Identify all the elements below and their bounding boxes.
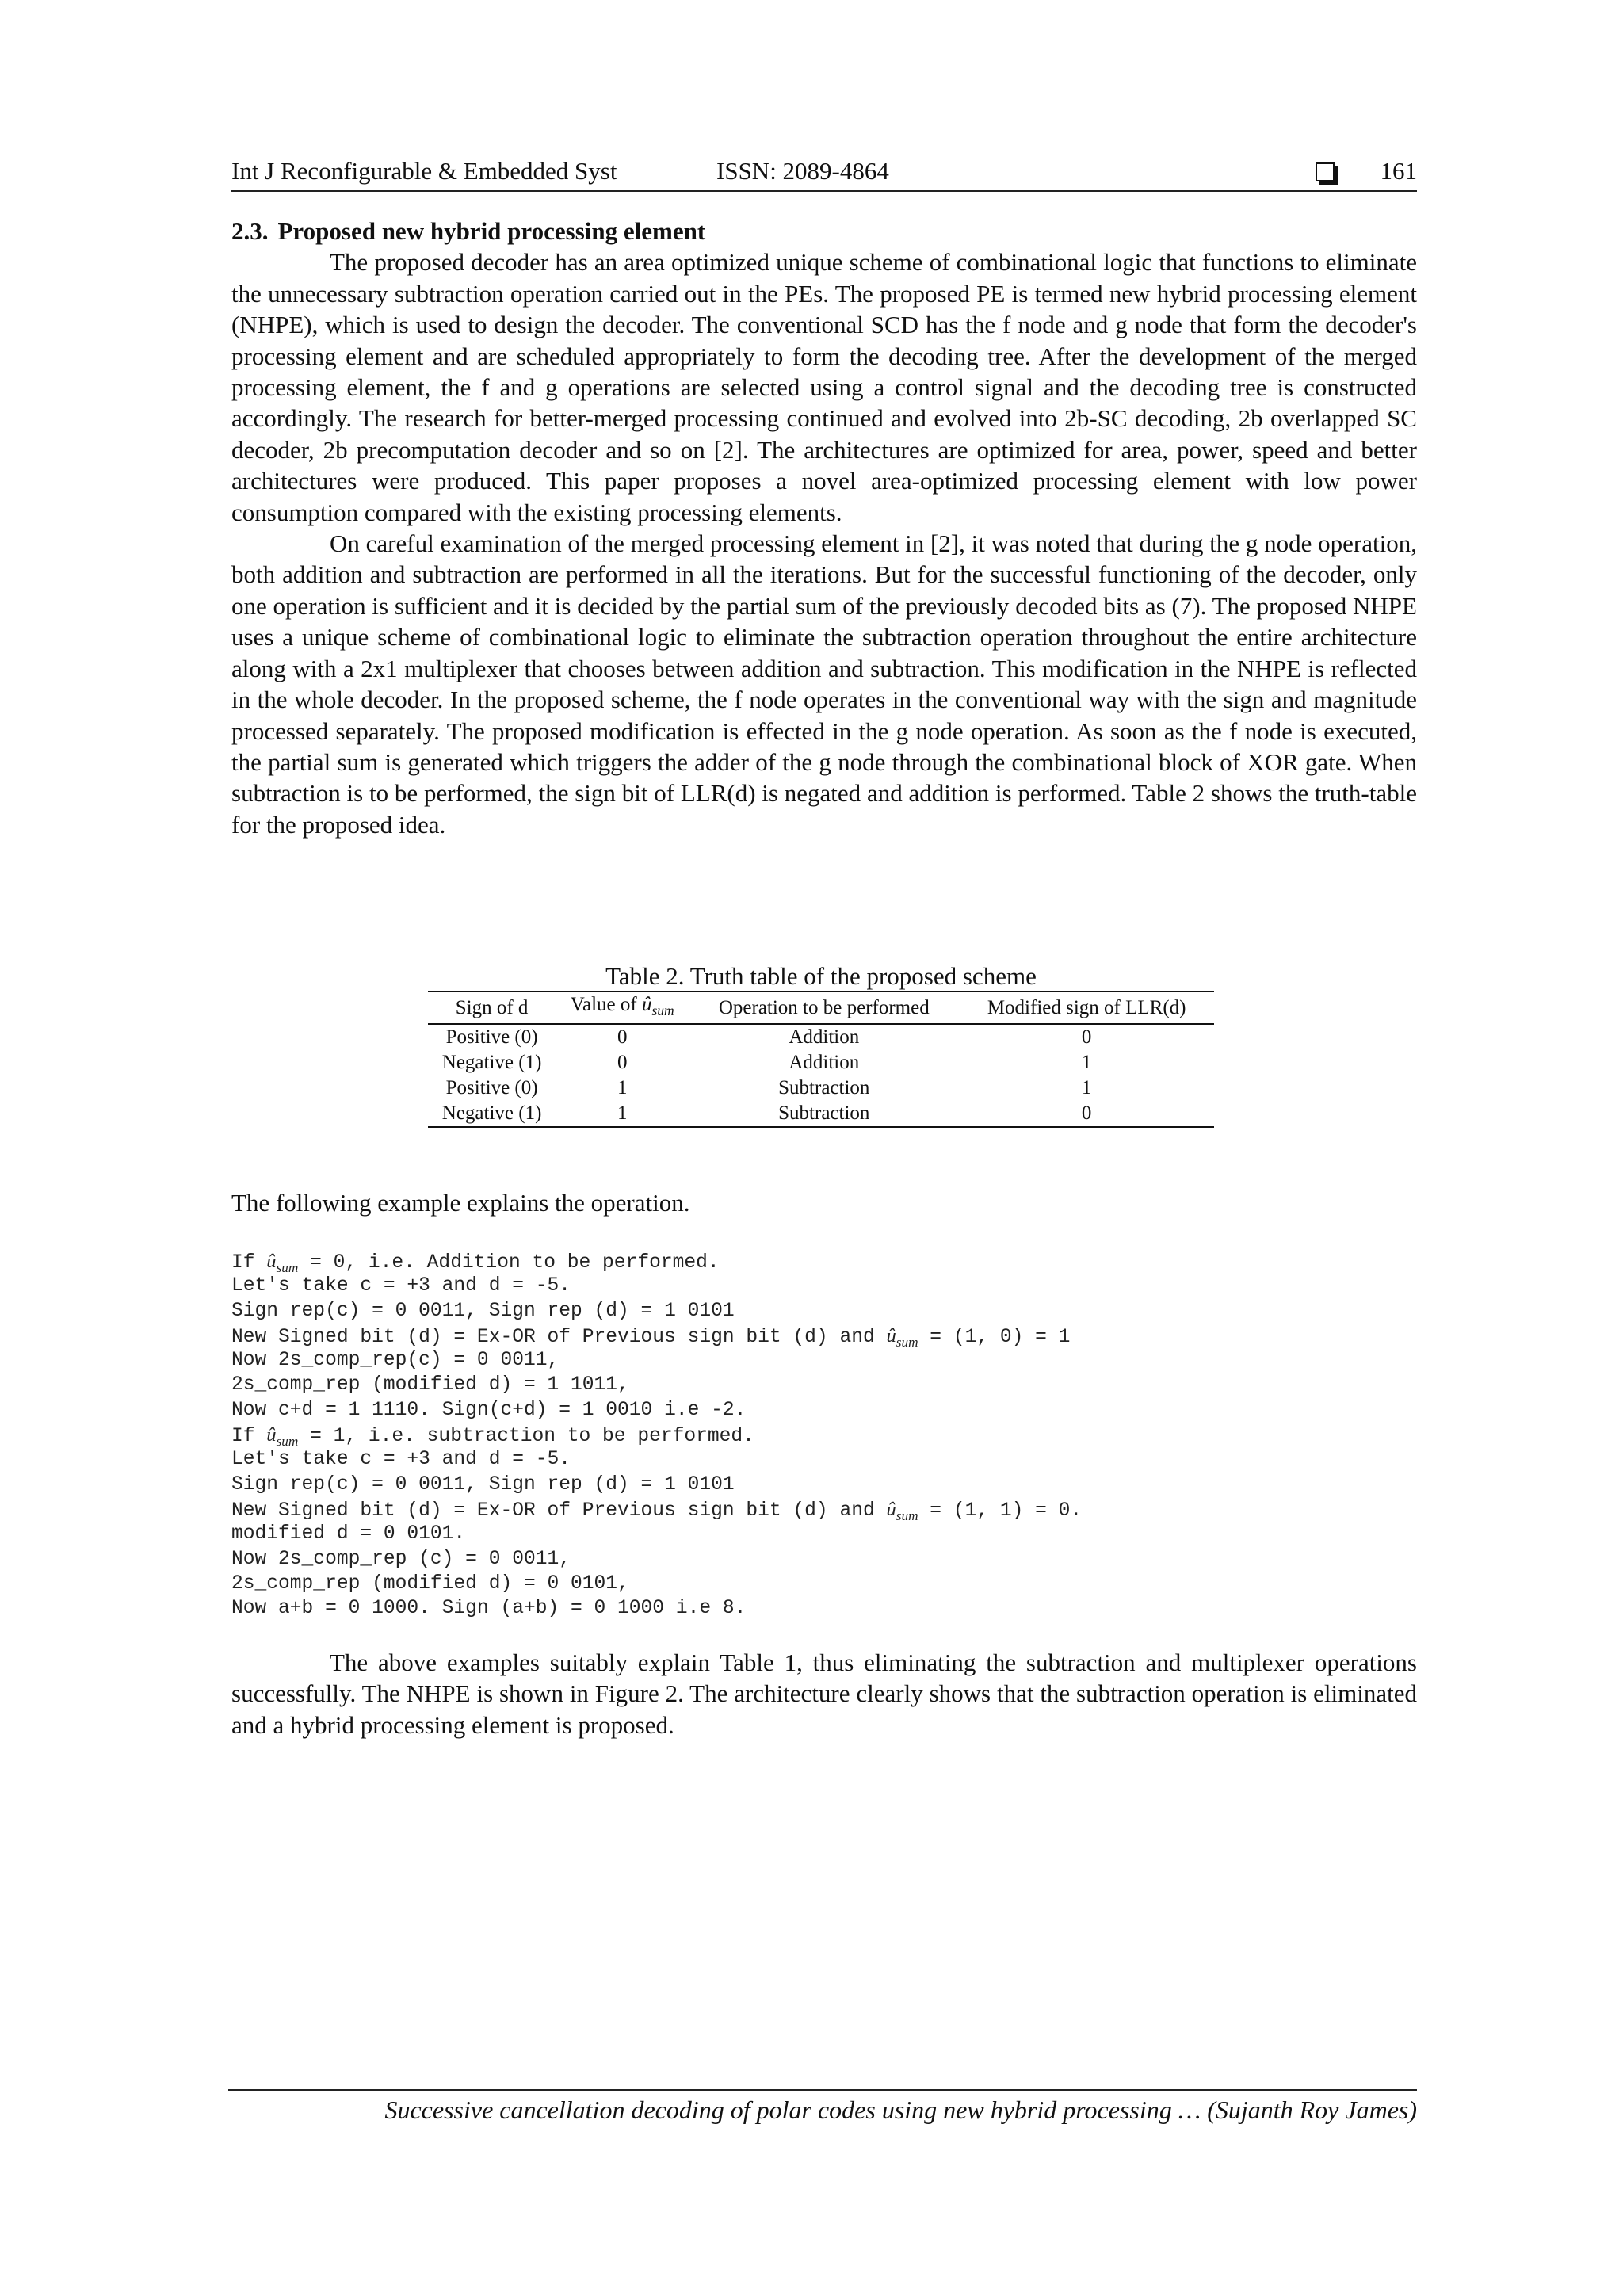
code-text: New Signed bit (d) = Ex-OR of Previous sign bit (d) and (231, 1326, 887, 1348)
code-text: 2s_comp_rep (modified d) = 1 1011, (231, 1374, 629, 1396)
code-line (231, 1522, 1417, 1546)
cell-sign: Positive (0) (445, 1026, 538, 1048)
truth-table (428, 991, 1214, 1128)
code-line (231, 1324, 1417, 1348)
page-header (231, 155, 1417, 192)
section-number: 2.3. (231, 217, 269, 245)
section-title: Proposed new hybrid processing element (277, 217, 706, 245)
section-2-3 (231, 216, 1417, 840)
truth-table-block (428, 962, 1214, 1128)
table-row (428, 1101, 1214, 1127)
page-number: 161 (1380, 157, 1417, 185)
code-text: = (1, 1) = 0. (918, 1499, 1083, 1522)
code-text: = 0, i.e. Addition to be performed. (298, 1252, 720, 1274)
code-text: Now c+d = 1 1110. Sign(c+d) = 1 0010 i.e -2. (231, 1399, 747, 1421)
journal-name: Int J Reconfigurable & Embedded Syst (231, 157, 617, 185)
header-value-of-usum (556, 991, 689, 1024)
issn-label: ISSN: 2089-4864 (716, 157, 889, 185)
header-sign-of-d: Sign of d (428, 991, 556, 1024)
cell-operation: Addition (789, 1052, 860, 1073)
usum-subscript: sum (276, 1433, 299, 1449)
header-modified-sign: Modified sign of LLR(d) (959, 991, 1214, 1024)
table-row (428, 1075, 1214, 1101)
header-operation: Operation to be performed (689, 991, 959, 1024)
code-line (231, 1497, 1417, 1522)
code-line (231, 1299, 1417, 1324)
code-text: Let's take c = +3 and d = -5. (231, 1449, 571, 1471)
cell-operation: Addition (789, 1026, 860, 1048)
cell-operation: Subtraction (778, 1077, 870, 1098)
usum-symbol (886, 1498, 918, 1523)
usum-glyph: û (266, 1251, 277, 1272)
code-text: Sign rep(c) = 0 0011, Sign rep (d) = 1 0101 (231, 1300, 735, 1322)
code-text: Let's take c = +3 and d = -5. (231, 1275, 571, 1297)
usum-subscript: sum (651, 1003, 674, 1018)
cell-value: 0 (617, 1052, 628, 1073)
running-title: Successive cancellation decoding of polar codes using new hybrid processing … (Sujanth Roy James) (384, 2095, 1417, 2124)
cell-value: 1 (617, 1077, 628, 1098)
code-text: 2s_comp_rep (modified d) = 0 0101, (231, 1572, 629, 1595)
usum-subscript: sum (896, 1507, 918, 1523)
code-line (231, 1473, 1417, 1497)
usum-glyph: û (886, 1498, 896, 1520)
code-line (231, 1348, 1417, 1373)
code-text: New Signed bit (d) = Ex-OR of Previous sign bit (d) and (231, 1499, 887, 1522)
cell-value: 0 (617, 1026, 628, 1048)
code-line (231, 1274, 1417, 1298)
code-text: If (231, 1252, 267, 1274)
header-value-prefix: Value of (570, 994, 642, 1015)
table-caption: Table 2. Truth table of the proposed scheme (605, 962, 1037, 990)
usum-symbol (266, 1424, 299, 1449)
code-line (231, 1249, 1417, 1274)
usum-glyph: û (886, 1324, 896, 1347)
code-text: modified d = 0 0101. (231, 1523, 466, 1545)
cell-modified: 1 (1081, 1077, 1092, 1098)
code-text: Now a+b = 0 1000. Sign (a+b) = 0 1000 i.e 8. (231, 1598, 747, 1620)
paragraph-1: The proposed decoder has an area optimized unique scheme of combinational logic that functions to eliminate the unnecessary subtraction operation carried out in the PEs. The proposed PE is termed new hybrid processing element (NHPE), which is used to design the decoder. The conventional SCD has the f node and g node that form the decoder's processing element and are scheduled appropriately to form the decoding tree. After the development of the merged processing element, the f and g operations are selected using a control signal and the decoding tree is constructed accordingly. The research for better-merged processing continued and evolved into 2b-SC decoding, 2b overlapped SC decoder, 2b precomputation decoder and so on [2]. The architectures are optimized for area, power, speed and better architectures were produced. This paper proposes a novel area-optimized processing element with low power consumption compared with the existing processing elements. (231, 248, 1417, 526)
table-row (428, 1050, 1214, 1075)
closing-paragraph: The above examples suitably explain Table 1, thus eliminating the subtraction and multiplexer operations successfully. The NHPE is shown in Figure 2. The architecture clearly shows that the subtraction operation is eliminated and a hybrid processing element is proposed. (231, 1648, 1417, 1739)
code-text: Now 2s_comp_rep (c) = 0 0011, (231, 1548, 571, 1570)
code-text: = 1, i.e. subtraction to be performed. (298, 1426, 754, 1448)
section-heading (231, 216, 1417, 246)
usum-glyph: û (266, 1424, 277, 1446)
cell-modified: 0 (1081, 1026, 1092, 1048)
cell-operation: Subtraction (689, 1101, 959, 1127)
cell-sign: Positive (0) (445, 1077, 538, 1098)
cell-modified: 0 (959, 1101, 1214, 1127)
square-bullet-icon (1316, 162, 1335, 181)
paragraph-2: On careful examination of the merged processing element in [2], it was noted that during the g node operation, both addition and subtraction are performed in all the iterations. But for the successful functioning of the decoder, only one operation is sufficient and it is decided by the partial sum of the previously decoded bits as (7). The proposed NHPE uses a unique scheme of combinational logic to eliminate the subtraction operation throughout the entire architecture along with a 2x1 multiplexer that chooses between addition and subtraction. This modification in the NHPE is reflected in the whole decoder. In the proposed scheme, the f node operates in the conventional way with the sign and magnitude processed separately. The proposed modification is effected in the g node operation. As soon as the f node is executed, the partial sum is generated which triggers the adder of the g node through the combinational block of XOR gate. When subtraction is to be performed, the sign bit of LLR(d) is negated and addition is performed. Table 2 shows the truth-table for the proposed idea. (231, 529, 1417, 839)
example-code-block (231, 1249, 1417, 1621)
table-header-row (428, 991, 1214, 1024)
code-text: = (1, 0) = 1 (918, 1326, 1071, 1348)
code-line (231, 1423, 1417, 1447)
usum-symbol (266, 1251, 299, 1275)
page-footer (228, 2089, 1417, 2127)
example-intro: The following example explains the operation. (231, 1189, 690, 1217)
code-line (231, 1398, 1417, 1423)
usum-symbol (641, 994, 674, 1018)
usum-subscript: sum (276, 1259, 299, 1275)
usum-symbol (886, 1324, 918, 1350)
code-line (231, 1572, 1417, 1596)
code-line (231, 1547, 1417, 1572)
code-line (231, 1447, 1417, 1472)
code-text: If (231, 1426, 267, 1448)
code-text: Now 2s_comp_rep(c) = 0 0011, (231, 1350, 559, 1372)
cell-modified: 1 (1081, 1052, 1092, 1073)
table-row (428, 1024, 1214, 1050)
code-text: Sign rep(c) = 0 0011, Sign rep (d) = 1 0101 (231, 1473, 735, 1496)
cell-value: 1 (556, 1101, 689, 1127)
usum-subscript: sum (896, 1334, 918, 1350)
cell-sign: Negative (1) (441, 1052, 542, 1073)
code-line (231, 1596, 1417, 1621)
code-line (231, 1373, 1417, 1397)
cell-sign: Negative (1) (428, 1101, 556, 1127)
usum-glyph: û (641, 994, 652, 1015)
